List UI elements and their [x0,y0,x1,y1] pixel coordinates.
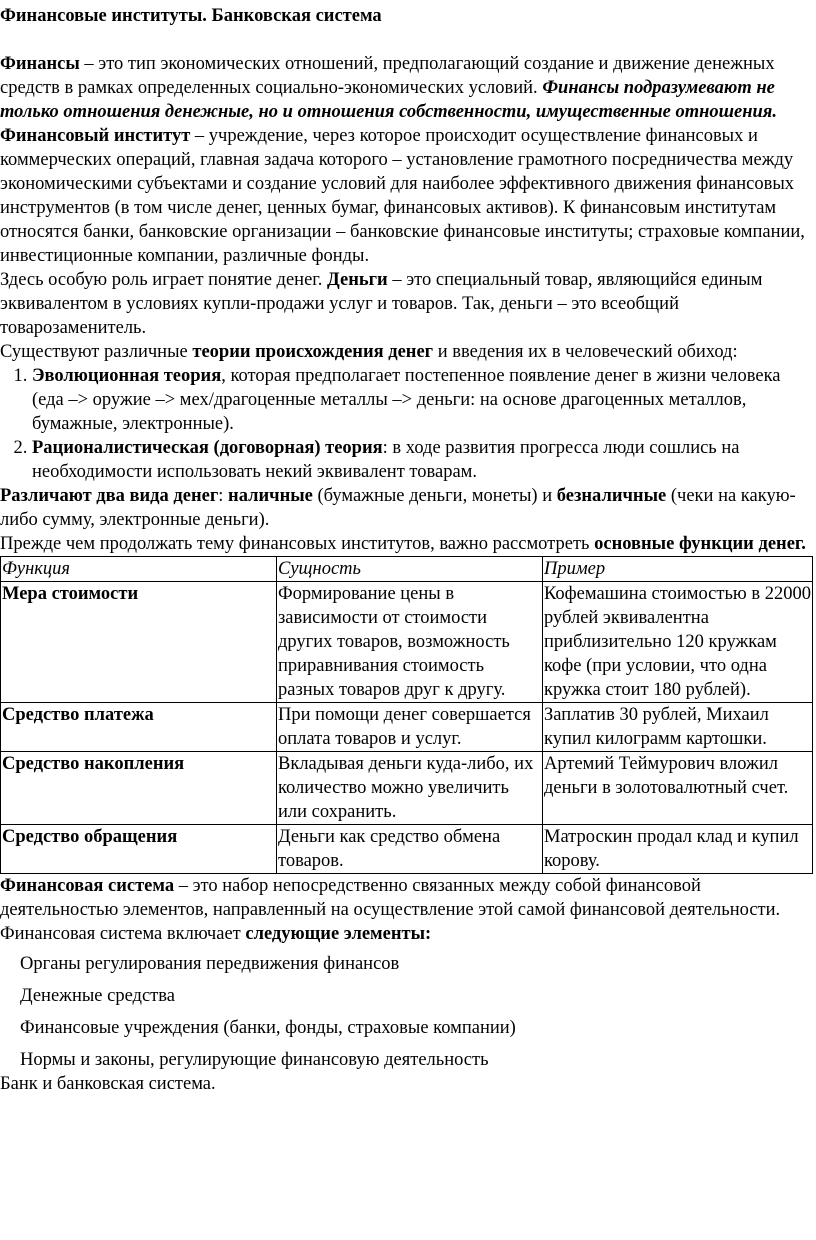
kinds-cash-desc: (бумажные деньги, монеты) и [312,486,557,506]
functions-intro-term: основные функции денег. [594,534,806,554]
theories-list [0,364,816,484]
theory-text: , которая предполагает постепенное появление денег в жизни человека (еда –> оружие –> мех/драгоценные металлы –> деньги: на основе драгоценных металлов, бумажные, электронные). [32,366,781,434]
theories-term: теории происхождения денег [192,342,434,362]
kinds-colon: : [218,486,229,506]
essence-cell: Формирование цены в зависимости от стоимости других товаров, возможность приравнивания стоимость разных товаров друг к другу. [277,582,543,703]
money-term: Деньги [327,270,388,290]
list-item: Денежные средства [20,986,175,1006]
system-paragraph [0,874,816,946]
theory-item [32,436,816,484]
functions-intro-text: Прежде чем продолжать тему финансовых институтов, важно рассмотреть [0,534,595,554]
function-cell: Мера стоимости [1,582,277,703]
list-item: Органы регулирования передвижения финансов [20,954,400,974]
money-functions-table [0,556,813,874]
institute-term: Финансовый институт [0,126,191,146]
system-term: Финансовая система [0,876,175,896]
theories-outro: и введения их в человеческий обиход: [433,342,738,362]
example-cell: Кофемашина стоимостью в 22000 рублей эквивалентна приблизительно 120 кружкам кофе (при условии, что одна кружка стоит 180 рублей). [543,582,813,703]
table-header-row [1,557,813,582]
kinds-term: Различают два вида денег [0,486,219,506]
institute-paragraph [0,124,816,268]
bank-heading: Банк и банковская система. [0,1074,216,1094]
finance-paragraph [0,52,816,124]
finance-emphasis: Финансы подразумевают не только отношения денежные, но и отношения собственности, имущественные отношения. [0,78,777,122]
system-definition: – это набор непосредственно связанных между собой финансовой деятельностью элементов, направленный на осуществление этой самой финансовой деятельности. Финансовая система включает [0,876,781,944]
table-row [1,825,813,874]
finance-term: Финансы [0,54,80,74]
money-definition: – это специальный товар, являющийся единым эквивалентом в условиях купли-продажи услуг и товаров. Так, деньги – это всеобщий товарозаменитель. [0,270,763,338]
kinds-noncash-desc: (чеки на какую-либо сумму, электронные деньги). [0,486,796,530]
function-cell: Средство обращения [1,825,277,874]
header-function: Функция [1,557,277,582]
example-cell: Артемий Теймурович вложил деньги в золотовалютный счет. [543,752,813,825]
functions-intro-paragraph [0,532,816,556]
system-elements-list [0,952,816,1072]
theory-text: : в ходе развития прогресса люди сошлись на необходимости использовать некий эквивалент товарам. [32,438,740,482]
table-row [1,582,813,703]
theory-term: Эволюционная теория [32,366,222,386]
essence-cell: При помощи денег совершается оплата товаров и услуг. [277,703,543,752]
table-row [1,752,813,825]
theories-paragraph [0,340,816,364]
money-paragraph [0,268,816,340]
theory-item [32,364,816,436]
function-cell: Средство накопления [1,752,277,825]
document-title: Финансовые институты. Банковская система [0,6,382,26]
header-essence: Сущность [277,557,543,582]
example-cell: Матроскин продал клад и купил корову. [543,825,813,874]
institute-definition: – учреждение, через которое происходит осуществление финансовых и коммерческих операций, главная задача которого – установление грамотного посредничества между экономическими субъектами и создание условий для наиболее эффективного движения финансовых инструментов (в том числе денег, ценных бумаг, финансовых активов). К финансовым институтам относятся банки, банковские организации – банковские финансовые институты; страховые компании, инвестиционные компании, различные фонды. [0,126,805,266]
kinds-noncash: безналичные [556,486,667,506]
theories-intro: Существуют различные [0,342,193,362]
kinds-cash: наличные [228,486,313,506]
list-item: Нормы и законы, регулирующие финансовую деятельность [20,1050,489,1070]
system-elements-label: следующие элементы: [245,924,432,944]
money-intro: Здесь особую роль играет понятие денег. [0,270,328,290]
money-kinds-paragraph [0,484,816,532]
list-item: Финансовые учреждения (банки, фонды, страховые компании) [20,1018,516,1038]
example-cell: Заплатив 30 рублей, Михаил купил килограмм картошки. [543,703,813,752]
theory-term: Рационалистическая (договорная) теория [32,438,383,458]
essence-cell: Вкладывая деньги куда-либо, их количество можно увеличить или сохранить. [277,752,543,825]
function-cell: Средство платежа [1,703,277,752]
essence-cell: Деньги как средство обмена товаров. [277,825,543,874]
table-row [1,703,813,752]
header-example: Пример [543,557,813,582]
finance-definition: – это тип экономических отношений, предполагающий создание и движение денежных средств в рамках определенных социально-экономических условий. [0,54,775,98]
